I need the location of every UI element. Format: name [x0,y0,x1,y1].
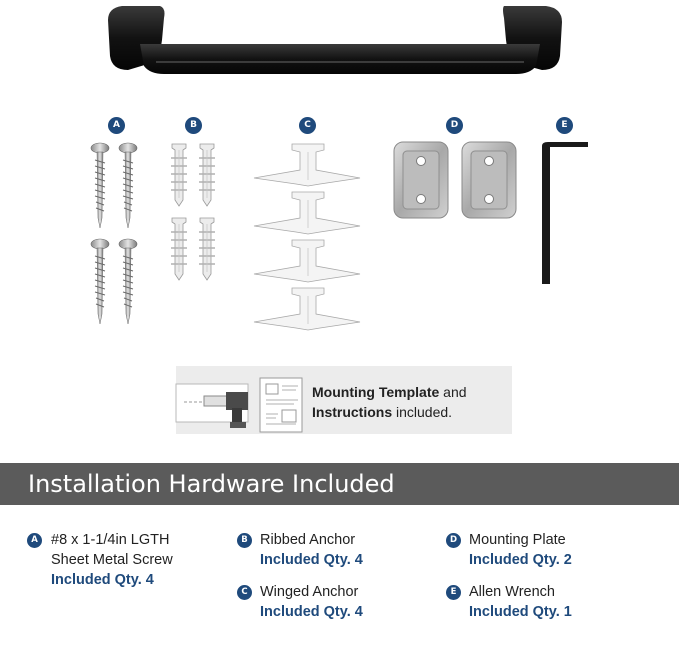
template-note-box [176,366,512,434]
badge-d: D [446,117,463,134]
template-note-bold-1: Mounting Template [312,384,440,400]
legend-c-qty: Included Qty. 4 [260,604,363,620]
legend-badge-a: A [27,533,42,548]
legend-item-b [260,530,363,570]
banner-title: Installation Hardware Included [28,470,395,498]
template-note-text [312,382,508,422]
section-banner [0,463,679,505]
legend-item-a [51,530,173,590]
legend-badge-b: B [237,533,252,548]
drill-template-icon [170,374,306,434]
badge-b: B [185,117,202,134]
cabinet-pull-handle-image [100,0,580,82]
screws-image [86,138,146,328]
legend-badge-d: D [446,533,461,548]
legend-item-e [469,582,572,622]
mounting-plates-image [392,140,522,222]
ribbed-anchors-image [166,140,226,290]
legend-d-qty: Included Qty. 2 [469,552,572,568]
badge-a: A [108,117,125,134]
legend-a-qty: Included Qty. 4 [51,572,154,588]
legend-item-c [260,582,363,622]
legend-badge-e: E [446,585,461,600]
template-note-rest-1: and [439,384,467,400]
allen-wrench-image [538,138,598,288]
badge-e: E [556,117,573,134]
legend-c-line-1: Winged Anchor [260,584,359,600]
template-note-rest-2: included. [392,404,453,420]
legend-e-line-1: Allen Wrench [469,584,555,600]
legend-b-line-1: Ribbed Anchor [260,532,356,548]
legend-b-qty: Included Qty. 4 [260,552,363,568]
legend-badge-c: C [237,585,252,600]
legend-a-line-1: #8 x 1-1/4in LGTH [51,532,170,548]
winged-anchors-image [248,138,368,332]
badge-c: C [299,117,316,134]
template-note-bold-2: Instructions [312,404,393,420]
legend-a-line-2: Sheet Metal Screw [51,552,173,568]
legend-e-qty: Included Qty. 1 [469,604,572,620]
legend-d-line-1: Mounting Plate [469,532,566,548]
legend-item-d [469,530,572,570]
